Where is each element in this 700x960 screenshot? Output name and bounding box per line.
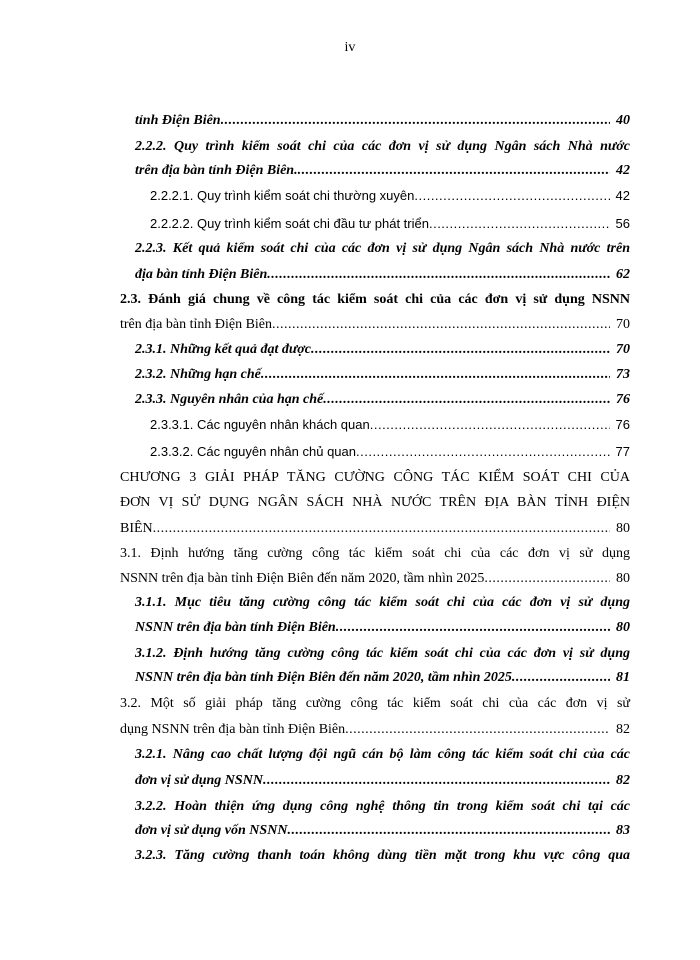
toc-entry-title: ĐƠN VỊ SỬ DỤNG NGÂN SÁCH NHÀ NƯỚC TRÊN ĐỊA BÀN TỈNH ĐIỆN [120,495,630,510]
toc-entry[interactable] [120,693,630,715]
toc-entry[interactable] [150,441,630,463]
toc-entry[interactable] [120,314,630,336]
toc-entry[interactable] [120,467,630,489]
toc-entry-title: 2.3.3.1. Các nguyên nhân khách quan [150,417,370,432]
toc-entry-page: 56 [615,216,630,231]
toc-entry[interactable] [135,845,630,867]
toc-entry[interactable] [135,770,630,792]
toc-entry-title: đơn vị sử dụng vốn NSNN [135,823,288,838]
toc-entry[interactable] [135,364,630,386]
toc-entry-title: 3.2. Một số giải pháp tăng cường công tác kiểm soát chi của các đơn vị sử [120,696,630,711]
toc-entry-title: BIÊN [120,521,153,536]
toc-entry-title: 2.3.2. Những hạn chế [135,367,261,382]
toc-entry-page: 83 [616,823,630,838]
toc-entry-title: 2.3.3. Nguyên nhân của hạn chế [135,392,324,407]
toc-entry[interactable] [135,238,630,260]
toc-entry[interactable] [150,185,630,207]
toc-entry[interactable] [150,414,630,436]
toc-entry[interactable] [120,518,630,540]
toc-entry-title: NSNN trên địa bàn tỉnh Điện Biên đến năm 2020, tầm nhìn 2025 [135,670,512,685]
toc-entry[interactable] [135,643,630,665]
toc-entry-title: 2.3.1. Những kết quả đạt được [135,342,311,357]
toc-entry-page: 76 [616,392,630,407]
toc-entry-title: trên địa bàn tỉnh Điện Biên [120,317,273,332]
toc-entry-title: tỉnh Điện Biên [135,113,221,128]
toc-entry-title: 3.1.2. Định hướng tăng cường công tác kiểm soát chi của các đơn vị sử dụng [135,646,630,661]
toc-entry-title: 2.3. Đánh giá chung về công tác kiểm soát chi của các đơn vị sử dụng NSNN [120,292,630,307]
toc-entry-title: CHƯƠNG 3 GIẢI PHÁP TĂNG CƯỜNG CÔNG TÁC KIỂM SOÁT CHI CỦA [120,470,630,485]
toc-entry-title: dụng NSNN trên địa bàn tỉnh Điện Biên [120,722,346,737]
toc-entry-title: trên địa bàn tỉnh Điện Biên. [135,163,298,178]
toc-entry-page: 42 [616,163,630,178]
toc-entry-title: 3.1.1. Mục tiêu tăng cường công tác kiểm soát chi của các đơn vị sử dụng [135,595,630,610]
toc-entry[interactable] [135,389,630,411]
toc-entry-page: 80 [616,620,630,635]
toc-entry-page: 82 [616,773,630,788]
toc-entry[interactable] [135,592,630,614]
toc-entry-title: đơn vị sử dụng NSNN [135,773,263,788]
toc-entry[interactable] [120,289,630,311]
toc-entry-page: 73 [616,367,630,382]
toc-entry-page: 42 [615,188,630,203]
toc-entry[interactable] [120,719,630,741]
toc-entry[interactable] [135,110,630,132]
toc-entry-title: 2.2.2. Quy trình kiểm soát chi của các đơn vị sử dụng Ngân sách Nhà nước [135,139,630,154]
toc-entry-page: 81 [616,670,630,685]
toc-entry[interactable] [135,136,630,158]
toc-entry[interactable] [135,264,630,286]
toc-entry[interactable] [135,617,630,639]
toc-entry-title: 2.2.2.2. Quy trình kiểm soát chi đầu tư phát triển [150,216,429,231]
toc-entry-title: NSNN trên địa bàn tỉnh Điện Biên [135,620,336,635]
toc-entry-title: 3.2.3. Tăng cường thanh toán không dùng tiền mặt trong khu vực công qua [135,848,630,863]
toc-entry-page: 62 [616,267,630,282]
toc-entry[interactable] [135,667,630,689]
toc-entry-page: 77 [615,444,630,459]
toc-entry-title: 2.3.3.2. Các nguyên nhân chủ quan [150,444,356,459]
toc-entry[interactable] [135,339,630,361]
toc-entry-title: NSNN trên địa bàn tỉnh Điện Biên đến năm 2020, tầm nhìn 2025 [120,571,485,586]
toc-entry-page: 82 [616,722,630,737]
toc-entry[interactable] [120,568,630,590]
toc-entry[interactable] [135,744,630,766]
toc-entry[interactable] [120,492,630,514]
toc-entry[interactable] [135,160,630,182]
page-number: iv [344,40,356,55]
toc-entry-title: 3.2.2. Hoàn thiện ứng dụng công nghệ thông tin trong kiểm soát chi tại các [135,799,630,814]
toc-entry[interactable] [135,796,630,818]
toc-entry-title: 2.2.2.1. Quy trình kiểm soát chi thường xuyên [150,188,415,203]
toc-entry-page: 40 [616,113,630,128]
toc-entry-page: 76 [615,417,630,432]
toc-entry-title: 3.1. Định hướng tăng cường công tác kiểm soát chi của các đơn vị sử dụng [120,546,630,561]
toc-entry-page: 70 [616,317,630,332]
toc-entry-page: 70 [616,342,630,357]
toc-entry-page: 80 [616,521,630,536]
toc-entry-page: 80 [616,571,630,586]
toc-entry[interactable] [135,820,630,842]
toc-entry-title: 3.2.1. Nâng cao chất lượng đội ngũ cán bộ làm công tác kiểm soát chi của các [135,747,630,762]
toc-entry[interactable] [120,543,630,565]
toc-entry[interactable] [150,213,630,235]
toc-entry-title: 2.2.3. Kết quả kiểm soát chi của các đơn vị sử dụng Ngân sách Nhà nước trên [135,241,630,256]
toc-entry-title: địa bàn tỉnh Điện Biên [135,267,268,282]
